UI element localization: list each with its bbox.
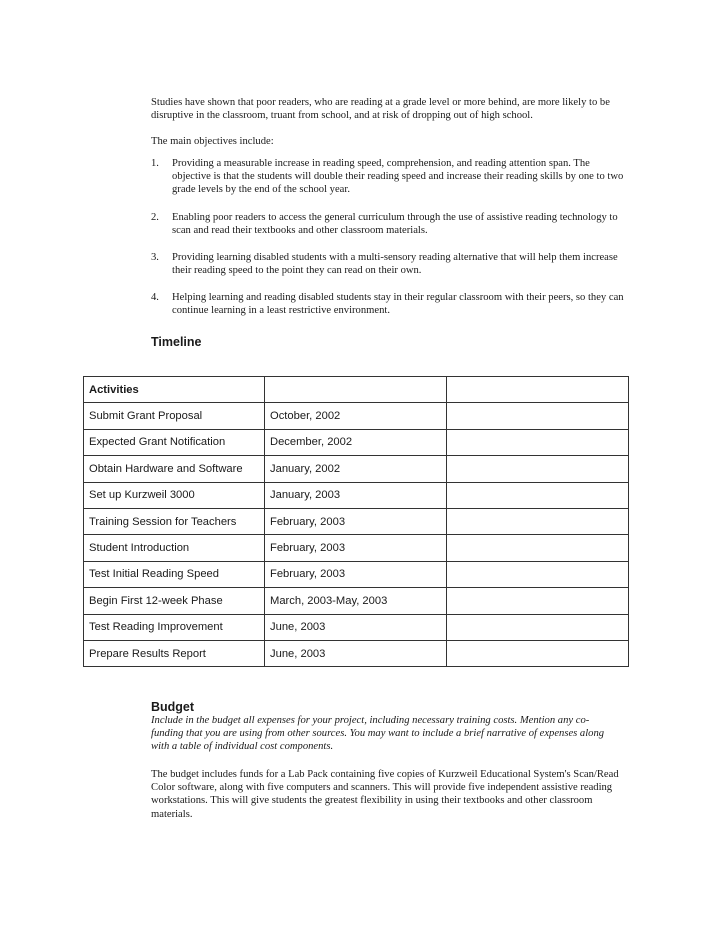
- date-cell: June, 2003: [265, 614, 447, 640]
- empty-cell: [447, 429, 629, 455]
- objective-text: Providing learning disabled students with a multi-sensory reading alternative that will help them increase their reading speed to the point they can read on their own.: [172, 252, 618, 277]
- date-cell: January, 2002: [265, 456, 447, 482]
- activity-cell: Expected Grant Notification: [84, 429, 265, 455]
- table-row: [84, 535, 629, 561]
- activity-cell: Test Initial Reading Speed: [84, 561, 265, 587]
- date-cell: March, 2003-May, 2003: [265, 588, 447, 614]
- table-row: [84, 508, 629, 534]
- date-cell: October, 2002: [265, 403, 447, 429]
- table-row: [84, 588, 629, 614]
- date-cell: June, 2003: [265, 640, 447, 666]
- date-cell: February, 2003: [265, 508, 447, 534]
- empty-cell: [447, 508, 629, 534]
- activity-cell: Begin First 12-week Phase: [84, 588, 265, 614]
- objective-number: 4.: [151, 292, 159, 303]
- date-cell: February, 2003: [265, 535, 447, 561]
- empty-cell: [447, 456, 629, 482]
- empty-cell: [447, 588, 629, 614]
- date-cell: December, 2002: [265, 429, 447, 455]
- activity-cell: Obtain Hardware and Software: [84, 456, 265, 482]
- table-row: [84, 429, 629, 455]
- table-row: [84, 561, 629, 587]
- empty-cell: [447, 403, 629, 429]
- empty-cell: [447, 640, 629, 666]
- empty-cell: [447, 561, 629, 587]
- empty-cell: [447, 535, 629, 561]
- activity-cell: Student Introduction: [84, 535, 265, 561]
- table-row: [84, 482, 629, 508]
- empty-cell: [447, 614, 629, 640]
- activity-cell: Prepare Results Report: [84, 640, 265, 666]
- table-row: [84, 640, 629, 666]
- column-header-activities: Activities: [84, 377, 265, 403]
- activity-cell: Training Session for Teachers: [84, 508, 265, 534]
- table-row: [84, 456, 629, 482]
- timeline-table: [83, 376, 629, 667]
- table-row: [84, 403, 629, 429]
- objective-text: Providing a measurable increase in reading speed, comprehension, and reading attention span. The objective is that the students will double their reading speed and increase their reading skills by one to two grade levels by the end of the school year.: [172, 158, 624, 196]
- column-header-extra: [447, 377, 629, 403]
- objective-text: Helping learning and reading disabled students stay in their regular classroom with their peers, so they can continue learning in a least restrictive environment.: [172, 292, 624, 317]
- budget-narrative: The budget includes funds for a Lab Pack containing five copies of Kurzweil Educational System's Scan/Read Color software, along with five computers and scanners. This will provide five independent assistive reading workstations. This will give students the greatest flexibility in using their textbooks and other classroom materials.: [151, 769, 619, 820]
- activity-cell: Test Reading Improvement: [84, 614, 265, 640]
- activity-cell: Submit Grant Proposal: [84, 403, 265, 429]
- table-header-row: [84, 377, 629, 403]
- objective-number: 3.: [151, 252, 159, 263]
- date-cell: February, 2003: [265, 561, 447, 587]
- column-header-date: [265, 377, 447, 403]
- table-row: [84, 614, 629, 640]
- objective-text: Enabling poor readers to access the general curriculum through the use of assistive reading technology to scan and read their textbooks and other classroom materials.: [172, 212, 618, 237]
- objective-number: 1.: [151, 158, 159, 169]
- objective-number: 2.: [151, 212, 159, 223]
- empty-cell: [447, 482, 629, 508]
- budget-heading: Budget: [151, 700, 195, 714]
- timeline-heading: Timeline: [151, 335, 202, 349]
- objectives-heading: The main objectives include:: [151, 136, 274, 147]
- budget-instructions: Include in the budget all expenses for your project, including necessary training costs. Mention any co-funding that you are using from other sources. You may want to include a brief narrative of expenses along with a table of individual cost components.: [151, 715, 605, 753]
- activity-cell: Set up Kurzweil 3000: [84, 482, 265, 508]
- date-cell: January, 2003: [265, 482, 447, 508]
- intro-paragraph: Studies have shown that poor readers, who are reading at a grade level or more behind, are more likely to be disruptive in the classroom, truant from school, and at risk of dropping out of high school.: [151, 97, 610, 122]
